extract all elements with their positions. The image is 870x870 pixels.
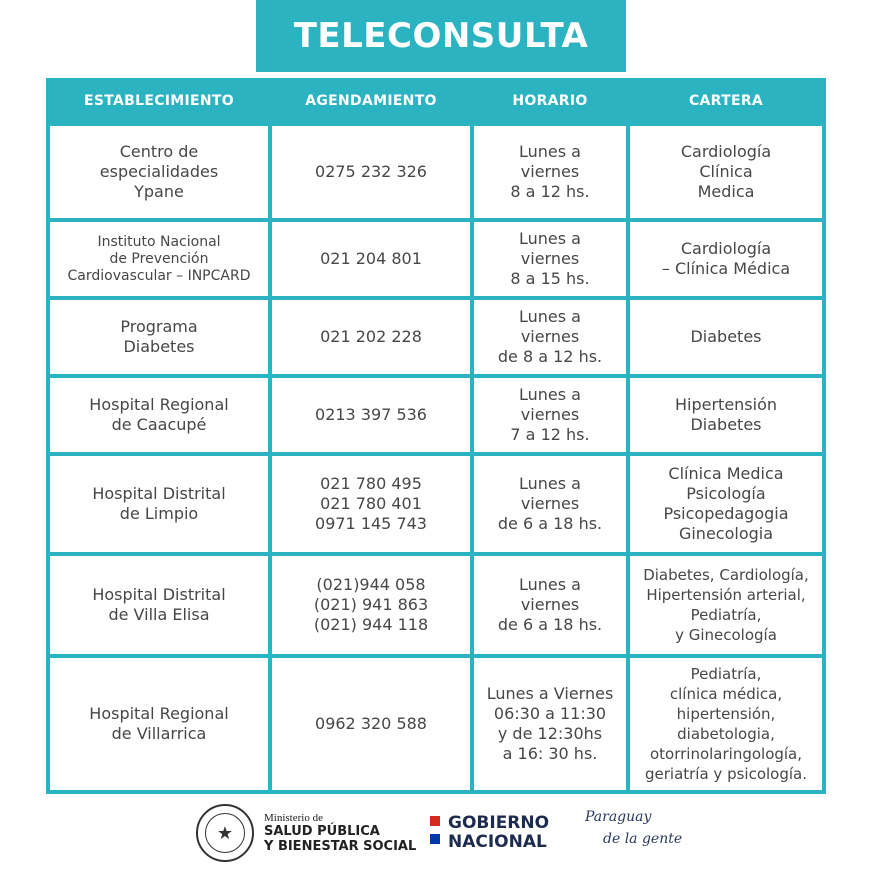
establishment-cell: Centro de especialidades Ypane (50, 126, 268, 218)
establishment-cell: Hospital Regional de Villarrica (50, 658, 268, 790)
footer (0, 800, 870, 870)
header-agendamiento: AGENDAMIENTO (305, 93, 437, 109)
phone-cell: 0275 232 326 (272, 126, 470, 218)
services-cell: Hipertensión Diabetes (630, 378, 822, 452)
establishment-cell: Hospital Distrital de Villa Elisa (50, 556, 268, 654)
phone-cell: 0962 320 588 (272, 658, 470, 790)
national-seal-icon (196, 804, 254, 862)
seal-star-icon: ★ (205, 813, 245, 853)
phone-cell: 021 204 801 (272, 222, 470, 296)
schedule-cell: Lunes a Viernes 06:30 a 11:30 y de 12:30hs a 16: 30 hs. (474, 658, 626, 790)
schedule-cell: Lunes a viernes de 6 a 18 hs. (474, 556, 626, 654)
phone-cell: 0213 397 536 (272, 378, 470, 452)
establishment-cell: Hospital Regional de Caacupé (50, 378, 268, 452)
gob-line2: NACIONAL (448, 832, 547, 852)
schedule-table (46, 78, 826, 794)
establishment-cell: Hospital Distrital de Limpio (50, 456, 268, 552)
ministry-line1: Ministerio de (264, 812, 323, 824)
gob-line1: GOBIERNO (448, 813, 550, 833)
ministry-line3: Y BIENESTAR SOCIAL (264, 839, 417, 854)
slogan-line2: de la gente (603, 831, 683, 847)
phone-cell: 021 780 495 021 780 401 0971 145 743 (272, 456, 470, 552)
services-cell: Pediatría, clínica médica, hipertensión, diabetologia, otorrinolaringología, geriatría y psicología. (630, 658, 822, 790)
ministry-line2: SALUD PÚBLICA (264, 824, 380, 839)
services-cell: Clínica Medica Psicología Psicopedagogia Ginecologia (630, 456, 822, 552)
header-cartera: CARTERA (688, 93, 764, 109)
establishment-cell: Instituto Nacional de Prevención Cardiovascular – INPCARD (50, 222, 268, 296)
slogan-line1: Paraguay (585, 809, 652, 825)
services-cell: Cardiología – Clínica Médica (630, 222, 822, 296)
schedule-cell: Lunes a viernes 7 a 12 hs. (474, 378, 626, 452)
slogan-logo (585, 806, 682, 850)
gobierno-nacional-logo (448, 814, 549, 852)
page-title: TELECONSULTA (293, 16, 589, 56)
paraguay-flag-icon (430, 816, 440, 844)
services-cell: Cardiología Clínica Medica (630, 126, 822, 218)
establishment-cell: Programa Diabetes (50, 300, 268, 374)
header-establecimiento: ESTABLECIMIENTO (84, 93, 234, 109)
phone-cell: (021)944 058 (021) 941 863 (021) 944 118 (272, 556, 470, 654)
services-cell: Diabetes (630, 300, 822, 374)
header-horario: HORARIO (512, 93, 588, 109)
schedule-cell: Lunes a viernes 8 a 12 hs. (474, 126, 626, 218)
schedule-cell: Lunes a viernes 8 a 15 hs. (474, 222, 626, 296)
services-cell: Diabetes, Cardiología, Hipertensión arterial, Pediatría, y Ginecología (630, 556, 822, 654)
title-banner (256, 0, 626, 72)
schedule-cell: Lunes a viernes de 8 a 12 hs. (474, 300, 626, 374)
ministry-logo (264, 812, 416, 854)
phone-cell: 021 202 228 (272, 300, 470, 374)
schedule-cell: Lunes a viernes de 6 a 18 hs. (474, 456, 626, 552)
